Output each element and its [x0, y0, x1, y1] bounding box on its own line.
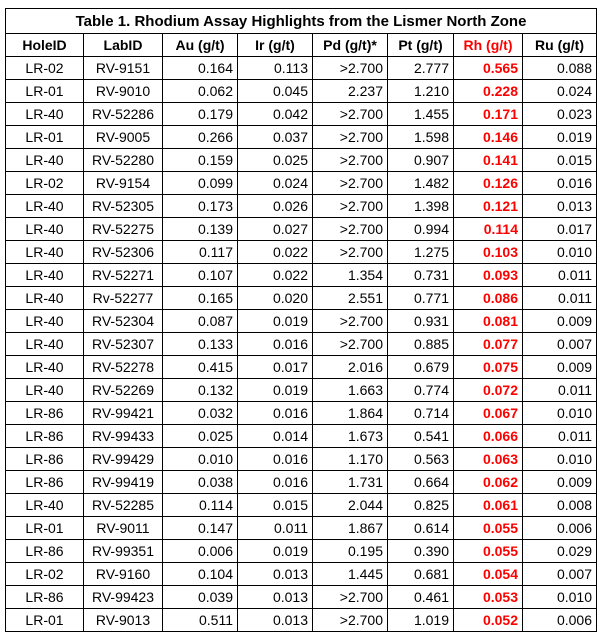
table-title-row — [6, 9, 597, 34]
table-cell: 0.113 — [238, 57, 313, 80]
table-cell: 0.016 — [238, 448, 313, 471]
table-cell: 0.171 — [454, 103, 523, 126]
table-cell: 0.173 — [163, 195, 238, 218]
table-cell: 0.461 — [388, 586, 454, 609]
table-cell: 0.114 — [454, 218, 523, 241]
table-cell: 0.019 — [238, 540, 313, 563]
table-cell: 0.714 — [388, 402, 454, 425]
table-cell: RV-9160 — [84, 563, 163, 586]
table-cell: LR-86 — [6, 448, 84, 471]
table-cell: 0.159 — [163, 149, 238, 172]
table-cell: 0.077 — [454, 333, 523, 356]
table-cell: >2.700 — [313, 310, 388, 333]
table-cell: 0.010 — [163, 448, 238, 471]
table-cell: 0.146 — [454, 126, 523, 149]
assay-table-container — [5, 8, 596, 632]
table-cell: 2.044 — [313, 494, 388, 517]
table-cell: 0.565 — [454, 57, 523, 80]
table-cell: 0.126 — [454, 172, 523, 195]
table-row — [6, 379, 597, 402]
table-cell: 1.867 — [313, 517, 388, 540]
table-cell: >2.700 — [313, 195, 388, 218]
table-cell: 0.020 — [238, 287, 313, 310]
table-cell: 0.009 — [523, 356, 597, 379]
table-cell: LR-02 — [6, 57, 84, 80]
table-cell: 1.673 — [313, 425, 388, 448]
table-cell: 0.771 — [388, 287, 454, 310]
table-row — [6, 149, 597, 172]
table-cell: 0.013 — [238, 609, 313, 632]
table-cell: 1.598 — [388, 126, 454, 149]
table-cell: RV-52304 — [84, 310, 163, 333]
table-cell: 1.019 — [388, 609, 454, 632]
column-header: LabID — [84, 34, 163, 57]
table-row — [6, 264, 597, 287]
table-cell: LR-86 — [6, 425, 84, 448]
table-cell: 0.117 — [163, 241, 238, 264]
table-cell: >2.700 — [313, 126, 388, 149]
table-cell: 0.027 — [238, 218, 313, 241]
table-cell: 0.415 — [163, 356, 238, 379]
table-body — [6, 57, 597, 632]
table-cell: 0.081 — [454, 310, 523, 333]
table-cell: 0.011 — [523, 287, 597, 310]
table-cell: 0.195 — [313, 540, 388, 563]
table-cell: 0.061 — [454, 494, 523, 517]
table-cell: 0.019 — [523, 126, 597, 149]
table-cell: RV-52271 — [84, 264, 163, 287]
table-cell: 0.228 — [454, 80, 523, 103]
table-cell: 0.024 — [238, 172, 313, 195]
table-cell: >2.700 — [313, 218, 388, 241]
table-cell: 1.210 — [388, 80, 454, 103]
table-cell: >2.700 — [313, 609, 388, 632]
table-cell: 0.023 — [523, 103, 597, 126]
table-cell: 0.107 — [163, 264, 238, 287]
table-cell: 0.825 — [388, 494, 454, 517]
table-cell: 0.010 — [523, 241, 597, 264]
assay-table — [5, 8, 597, 632]
table-cell: >2.700 — [313, 103, 388, 126]
table-cell: 0.010 — [523, 402, 597, 425]
table-cell: LR-86 — [6, 540, 84, 563]
table-cell: RV-9013 — [84, 609, 163, 632]
table-cell: LR-01 — [6, 609, 84, 632]
table-cell: 0.067 — [454, 402, 523, 425]
table-cell: LR-40 — [6, 195, 84, 218]
table-cell: Rv-52277 — [84, 287, 163, 310]
table-cell: 0.614 — [388, 517, 454, 540]
table-cell: 0.052 — [454, 609, 523, 632]
table-row — [6, 425, 597, 448]
table-cell: 0.013 — [238, 586, 313, 609]
table-cell: 0.114 — [163, 494, 238, 517]
table-cell: 0.054 — [454, 563, 523, 586]
table-cell: 0.179 — [163, 103, 238, 126]
table-row — [6, 103, 597, 126]
table-cell: 0.133 — [163, 333, 238, 356]
table-row — [6, 494, 597, 517]
column-header: HoleID — [6, 34, 84, 57]
table-cell: RV-99429 — [84, 448, 163, 471]
table-row — [6, 448, 597, 471]
table-row — [6, 586, 597, 609]
table-cell: 0.062 — [454, 471, 523, 494]
table-cell: 0.006 — [523, 609, 597, 632]
table-cell: RV-9010 — [84, 80, 163, 103]
table-cell: 0.072 — [454, 379, 523, 402]
table-cell: RV-52275 — [84, 218, 163, 241]
table-cell: 0.017 — [523, 218, 597, 241]
table-cell: 1.864 — [313, 402, 388, 425]
table-cell: 0.055 — [454, 540, 523, 563]
table-row — [6, 172, 597, 195]
table-cell: 0.104 — [163, 563, 238, 586]
table-cell: RV-99351 — [84, 540, 163, 563]
table-cell: 0.062 — [163, 80, 238, 103]
table-cell: LR-40 — [6, 310, 84, 333]
table-cell: 0.008 — [523, 494, 597, 517]
table-cell: 1.170 — [313, 448, 388, 471]
table-row — [6, 471, 597, 494]
table-cell: 0.141 — [454, 149, 523, 172]
table-header-row — [6, 34, 597, 57]
table-cell: 1.663 — [313, 379, 388, 402]
table-row — [6, 57, 597, 80]
table-row — [6, 287, 597, 310]
table-cell: RV-52306 — [84, 241, 163, 264]
table-cell: RV-52305 — [84, 195, 163, 218]
table-cell: RV-99421 — [84, 402, 163, 425]
table-cell: 0.014 — [238, 425, 313, 448]
table-cell: LR-40 — [6, 149, 84, 172]
table-row — [6, 80, 597, 103]
table-cell: 0.164 — [163, 57, 238, 80]
table-cell: 0.086 — [454, 287, 523, 310]
table-cell: LR-40 — [6, 241, 84, 264]
table-cell: LR-40 — [6, 103, 84, 126]
table-cell: 0.087 — [163, 310, 238, 333]
table-cell: RV-52307 — [84, 333, 163, 356]
table-cell: LR-86 — [6, 402, 84, 425]
table-cell: LR-40 — [6, 494, 84, 517]
table-row — [6, 218, 597, 241]
table-cell: 1.275 — [388, 241, 454, 264]
table-row — [6, 310, 597, 333]
table-cell: 2.551 — [313, 287, 388, 310]
table-cell: >2.700 — [313, 241, 388, 264]
table-cell: LR-40 — [6, 356, 84, 379]
table-row — [6, 356, 597, 379]
table-cell: 0.055 — [454, 517, 523, 540]
table-cell: 0.511 — [163, 609, 238, 632]
table-cell: LR-01 — [6, 517, 84, 540]
table-cell: 0.731 — [388, 264, 454, 287]
table-cell: 1.445 — [313, 563, 388, 586]
table-cell: LR-40 — [6, 264, 84, 287]
table-cell: 0.390 — [388, 540, 454, 563]
table-cell: >2.700 — [313, 172, 388, 195]
table-cell: >2.700 — [313, 333, 388, 356]
table-cell: 2.237 — [313, 80, 388, 103]
table-cell: 0.037 — [238, 126, 313, 149]
table-cell: 0.022 — [238, 241, 313, 264]
table-cell: 0.066 — [454, 425, 523, 448]
table-cell: 0.563 — [388, 448, 454, 471]
table-cell: 0.013 — [238, 563, 313, 586]
table-cell: RV-99423 — [84, 586, 163, 609]
table-cell: 0.016 — [523, 172, 597, 195]
table-cell: 0.931 — [388, 310, 454, 333]
column-header: Ru (g/t) — [523, 34, 597, 57]
table-cell: 0.016 — [238, 471, 313, 494]
table-row — [6, 241, 597, 264]
column-header: Pt (g/t) — [388, 34, 454, 57]
table-cell: RV-9154 — [84, 172, 163, 195]
table-cell: 0.016 — [238, 333, 313, 356]
table-cell: 0.139 — [163, 218, 238, 241]
table-cell: 0.010 — [523, 586, 597, 609]
table-cell: 0.266 — [163, 126, 238, 149]
table-cell: 1.354 — [313, 264, 388, 287]
table-cell: 0.679 — [388, 356, 454, 379]
table-row — [6, 517, 597, 540]
table-cell: 0.045 — [238, 80, 313, 103]
column-header: Pd (g/t)* — [313, 34, 388, 57]
table-cell: 0.681 — [388, 563, 454, 586]
table-row — [6, 563, 597, 586]
table-cell: 0.774 — [388, 379, 454, 402]
table-cell: 0.015 — [523, 149, 597, 172]
table-title: Table 1. Rhodium Assay Highlights from the Lismer North Zone — [6, 9, 597, 34]
table-cell: 0.011 — [523, 264, 597, 287]
table-cell: 0.907 — [388, 149, 454, 172]
table-cell: 0.032 — [163, 402, 238, 425]
table-cell: 0.093 — [454, 264, 523, 287]
table-cell: LR-02 — [6, 172, 84, 195]
table-cell: 0.038 — [163, 471, 238, 494]
table-cell: RV-52285 — [84, 494, 163, 517]
table-cell: 1.455 — [388, 103, 454, 126]
table-cell: 0.132 — [163, 379, 238, 402]
table-cell: 0.994 — [388, 218, 454, 241]
table-cell: RV-9005 — [84, 126, 163, 149]
table-row — [6, 333, 597, 356]
table-cell: RV-9011 — [84, 517, 163, 540]
table-row — [6, 126, 597, 149]
table-cell: 0.022 — [238, 264, 313, 287]
table-cell: 0.165 — [163, 287, 238, 310]
table-cell: 1.731 — [313, 471, 388, 494]
table-cell: 0.664 — [388, 471, 454, 494]
table-row — [6, 540, 597, 563]
table-cell: 0.011 — [238, 517, 313, 540]
table-cell: LR-86 — [6, 471, 84, 494]
table-cell: RV-9151 — [84, 57, 163, 80]
table-cell: RV-99419 — [84, 471, 163, 494]
table-cell: RV-52269 — [84, 379, 163, 402]
table-cell: 0.025 — [238, 149, 313, 172]
table-cell: LR-86 — [6, 586, 84, 609]
table-cell: 0.541 — [388, 425, 454, 448]
table-cell: RV-52280 — [84, 149, 163, 172]
table-row — [6, 195, 597, 218]
table-cell: LR-02 — [6, 563, 84, 586]
table-cell: 0.009 — [523, 471, 597, 494]
table-cell: 0.026 — [238, 195, 313, 218]
table-cell: 1.398 — [388, 195, 454, 218]
table-cell: LR-01 — [6, 80, 84, 103]
table-cell: 0.075 — [454, 356, 523, 379]
table-cell: 0.016 — [238, 402, 313, 425]
table-cell: 0.006 — [523, 517, 597, 540]
table-cell: 0.011 — [523, 379, 597, 402]
table-cell: RV-52278 — [84, 356, 163, 379]
table-cell: LR-40 — [6, 287, 84, 310]
table-cell: 0.019 — [238, 379, 313, 402]
table-row — [6, 402, 597, 425]
table-cell: 0.024 — [523, 80, 597, 103]
table-cell: RV-52286 — [84, 103, 163, 126]
table-cell: 0.042 — [238, 103, 313, 126]
table-cell: 0.007 — [523, 563, 597, 586]
table-cell: 1.482 — [388, 172, 454, 195]
table-cell: 0.011 — [523, 425, 597, 448]
table-cell: 0.019 — [238, 310, 313, 333]
table-cell: 0.017 — [238, 356, 313, 379]
table-cell: 2.016 — [313, 356, 388, 379]
table-cell: >2.700 — [313, 149, 388, 172]
table-cell: 0.121 — [454, 195, 523, 218]
table-cell: >2.700 — [313, 57, 388, 80]
table-cell: 0.147 — [163, 517, 238, 540]
column-header: Rh (g/t) — [454, 34, 523, 57]
table-cell: 2.777 — [388, 57, 454, 80]
table-cell: RV-99433 — [84, 425, 163, 448]
table-row — [6, 609, 597, 632]
table-cell: 0.053 — [454, 586, 523, 609]
table-cell: 0.025 — [163, 425, 238, 448]
table-cell: 0.039 — [163, 586, 238, 609]
table-cell: 0.006 — [163, 540, 238, 563]
table-cell: LR-40 — [6, 333, 84, 356]
table-cell: 0.009 — [523, 310, 597, 333]
table-cell: 0.013 — [523, 195, 597, 218]
table-cell: 0.015 — [238, 494, 313, 517]
table-cell: LR-40 — [6, 218, 84, 241]
table-cell: 0.885 — [388, 333, 454, 356]
table-cell: 0.099 — [163, 172, 238, 195]
column-header: Au (g/t) — [163, 34, 238, 57]
table-cell: 0.063 — [454, 448, 523, 471]
table-cell: 0.029 — [523, 540, 597, 563]
table-cell: 0.103 — [454, 241, 523, 264]
table-cell: LR-40 — [6, 379, 84, 402]
table-cell: >2.700 — [313, 586, 388, 609]
table-cell: 0.088 — [523, 57, 597, 80]
table-cell: LR-01 — [6, 126, 84, 149]
column-header: Ir (g/t) — [238, 34, 313, 57]
table-cell: 0.010 — [523, 448, 597, 471]
table-cell: 0.007 — [523, 333, 597, 356]
